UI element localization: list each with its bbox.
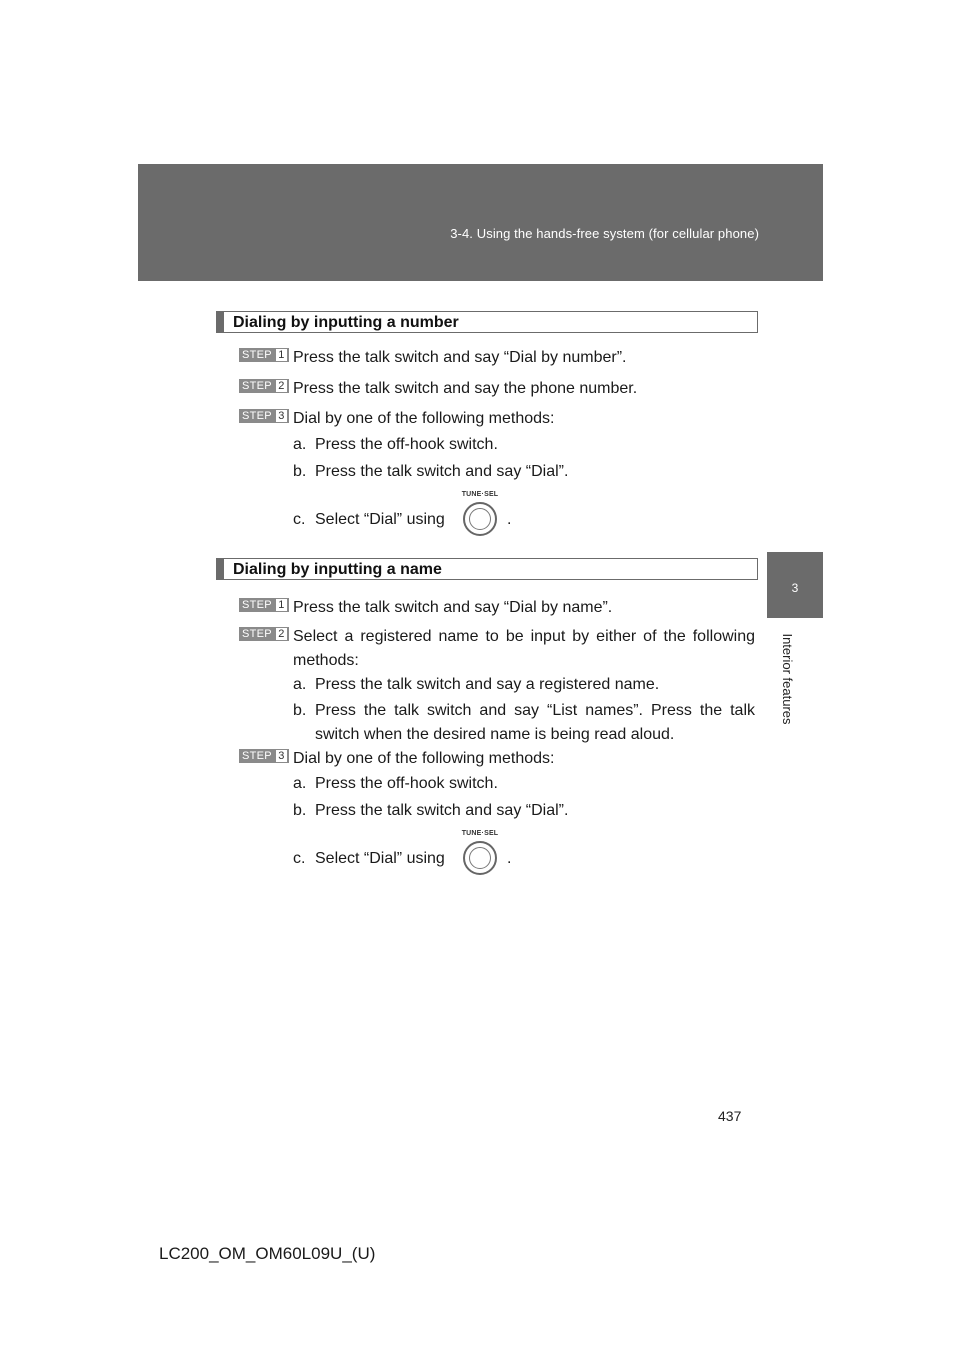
knob-label: TUNE·SEL: [461, 491, 499, 498]
step-text: Dial by one of the following methods:: [293, 750, 555, 767]
chapter-title: 3-4. Using the hands-free system (for cellular phone): [450, 226, 759, 241]
tune-sel-knob-icon: [456, 830, 504, 880]
step-text: Dial by one of the following methods:: [293, 410, 555, 427]
step-badge: STEP 2: [239, 627, 289, 641]
section-title: Dialing by inputting a name: [233, 561, 442, 578]
chapter-header: [138, 164, 823, 281]
knob-dial: [463, 502, 497, 536]
knob-dial: [463, 841, 497, 875]
step-text: Press the talk switch and say the phone number.: [293, 380, 638, 397]
side-chapter-number: 3: [791, 581, 799, 595]
page-number: 437: [718, 1108, 742, 1124]
step-badge: STEP 1: [239, 598, 289, 612]
step-badge: STEP 1: [239, 348, 289, 362]
section-header-name: [216, 558, 758, 580]
knob-label: TUNE·SEL: [461, 830, 499, 837]
step-badge: STEP 3: [239, 409, 289, 423]
section-title: Dialing by inputting a number: [233, 314, 459, 331]
step-text: Press the talk switch and say “Dial by number”.: [293, 349, 627, 366]
section-header-number: [216, 311, 758, 333]
step-badge: STEP 3: [239, 749, 289, 763]
tune-sel-knob-icon: [456, 491, 504, 541]
step-text: Press the talk switch and say “Dial by name”.: [293, 599, 613, 616]
step-text: Select a registered name to be input by either of the following methods:: [293, 628, 755, 669]
side-chapter-tab: [767, 552, 823, 618]
side-chapter-label: Interior features: [780, 633, 795, 725]
document-code: LC200_OM_OM60L09U_(U): [159, 1244, 376, 1263]
step-badge: STEP 2: [239, 379, 289, 393]
